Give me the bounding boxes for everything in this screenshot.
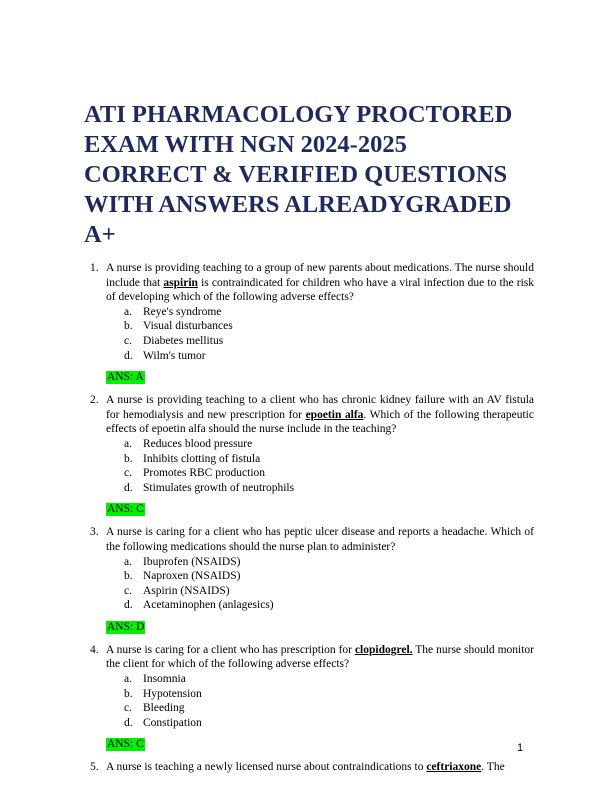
stem-text: A nurse is caring for a client who has peptic ulcer disease and reports a headache. Which of the following medications should the nurse plan to administer? [106, 526, 534, 553]
option-text: Stimulates growth of neutrophils [143, 481, 295, 494]
option-a [84, 437, 534, 452]
question-number: 2. [90, 394, 99, 407]
option-letter: b. [124, 570, 133, 583]
drug-name: epoetin alfa [305, 408, 364, 421]
option-text: Reye's syndrome [143, 305, 222, 318]
stem-text: A nurse is caring for a client who has prescription for [106, 643, 355, 656]
question-number: 4. [90, 643, 99, 656]
answer-highlight: ANS: C [107, 738, 144, 751]
stem-text: . The [481, 761, 505, 774]
option-letter: a. [124, 437, 132, 450]
question-3 [84, 525, 534, 635]
option-c [84, 466, 534, 481]
option-letter: a. [124, 555, 132, 568]
option-list [84, 672, 534, 730]
option-d [84, 716, 534, 731]
option-c [84, 334, 534, 349]
question-stem [106, 525, 534, 554]
question-stem [106, 760, 534, 775]
option-c [84, 584, 534, 599]
question-list [84, 261, 534, 775]
option-letter: d. [124, 599, 133, 612]
page-number: 1 [517, 742, 524, 754]
stem-text: A nurse is providing teaching to a group of new parents about medications. The nurse should include that [106, 262, 534, 289]
drug-name: clopidogrel. [354, 643, 413, 656]
option-letter: a. [124, 305, 132, 318]
stem-text: is contraindicated for children who have a viral infection due to the risk of developing which of the following adverse effects? [106, 276, 534, 304]
answer-highlight: ANS: A [107, 371, 144, 384]
option-text: Naproxen (NSAIDS) [143, 570, 241, 583]
option-text: Promotes RBC production [143, 467, 266, 480]
option-letter: b. [124, 452, 133, 465]
stem-text: A nurse is teaching a newly licensed nurse about contraindications to [106, 761, 427, 774]
option-text: Diabetes mellitus [143, 334, 224, 347]
option-list [84, 305, 534, 363]
option-text: Visual disturbances [143, 320, 233, 333]
question-number: 1. [90, 262, 99, 274]
option-b [84, 319, 534, 334]
question-number: 3. [90, 526, 99, 539]
stem-text: . Which of the following therapeutic effects of epoetin alfa should the nurse include in the teaching? [106, 408, 534, 436]
question-2 [84, 393, 534, 517]
question-5 [84, 760, 534, 775]
option-text: Acetaminophen (anlagesics) [143, 599, 274, 612]
option-text: Ibuprofen (NSAIDS) [143, 555, 241, 568]
option-letter: d. [124, 349, 133, 362]
option-a [84, 305, 534, 320]
answer-highlight: ANS: D [107, 620, 145, 633]
option-a [84, 555, 534, 570]
option-text: Hypotension [143, 687, 202, 700]
option-letter: c. [124, 702, 132, 715]
drug-name: ceftriaxone [426, 761, 482, 774]
option-letter: c. [124, 334, 132, 347]
option-letter: c. [124, 467, 132, 480]
option-b [84, 687, 534, 702]
option-text: Bleeding [143, 702, 185, 715]
answer-highlight: ANS: C [107, 503, 144, 516]
option-list [84, 437, 534, 495]
option-letter: d. [124, 716, 133, 729]
option-letter: b. [124, 687, 133, 700]
option-letter: c. [124, 584, 132, 597]
option-d [84, 481, 534, 496]
option-text: Inhibits clotting of fistula [143, 452, 261, 465]
option-c [84, 701, 534, 716]
option-d [84, 598, 534, 613]
option-a [84, 672, 534, 687]
option-text: Constipation [143, 716, 202, 729]
document-title: ATI PHARMACOLOGY PROCTORED EXAM WITH NGN 2024-2025 CORRECT & VERIFIED QUESTIONS WITH ANSWERS ALREADYGRADED A+ [84, 101, 513, 248]
option-b [84, 452, 534, 467]
stem-text: The nurse should monitor the client for which of the following adverse effects? [106, 643, 534, 671]
option-letter: b. [124, 320, 133, 333]
option-list [84, 555, 534, 613]
option-text: Aspirin (NSAIDS) [143, 584, 230, 597]
question-1 [84, 261, 534, 385]
drug-name: aspirin [163, 276, 198, 289]
question-stem [106, 393, 534, 437]
option-text: Insomnia [143, 673, 186, 686]
option-b [84, 569, 534, 584]
question-4 [84, 643, 534, 753]
question-stem [106, 261, 534, 305]
option-text: Reduces blood pressure [143, 437, 253, 450]
option-letter: a. [124, 673, 132, 686]
question-stem [106, 643, 534, 672]
option-letter: d. [124, 481, 133, 494]
option-d [84, 349, 534, 364]
option-text: Wilm's tumor [143, 349, 206, 362]
question-number: 5. [90, 761, 99, 774]
stem-text: A nurse is providing teaching to a client who has chronic kidney failure with an AV fistula for hemodialysis and new prescription for [106, 394, 534, 421]
